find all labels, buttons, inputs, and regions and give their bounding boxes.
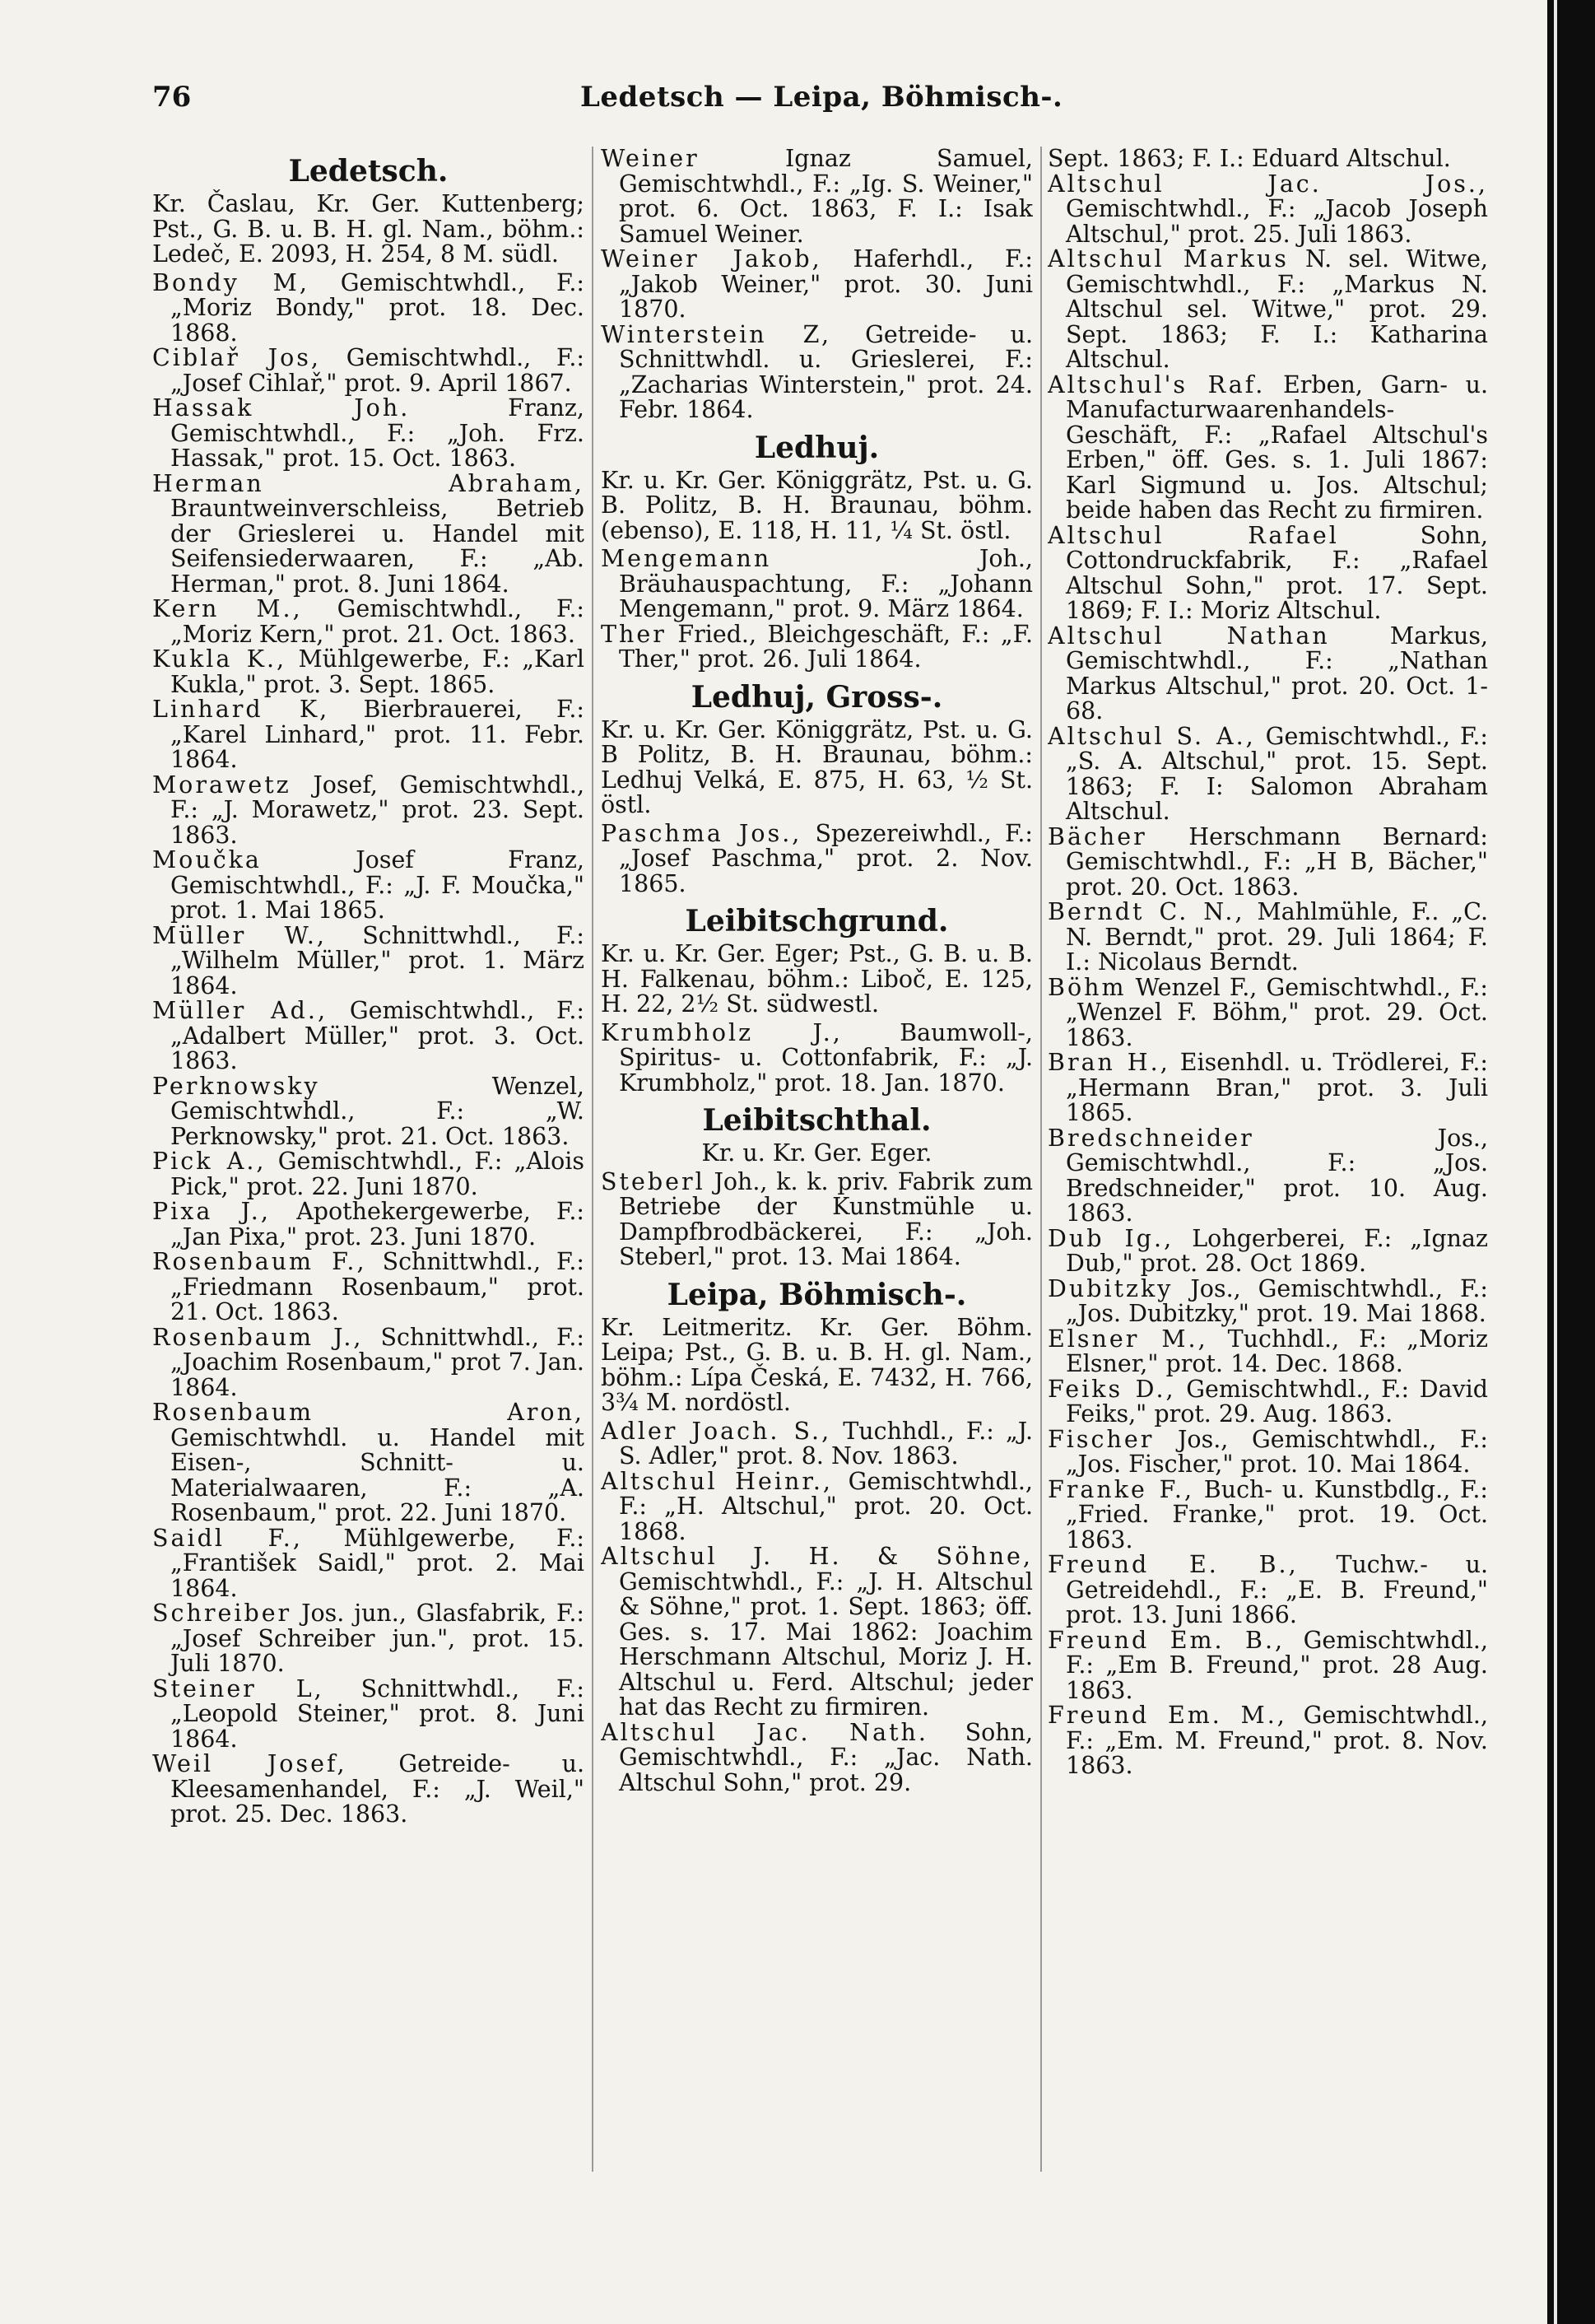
directory-entry: [601, 1544, 1033, 1721]
entry-details: Tuchhdl., F.: „J. S. Adler," prot. 8. Nov. 1863.: [619, 1417, 1033, 1469]
entry-details: Jos., Gemischtwhdl., F.: „Jos. Fischer," prot. 10. Mai 1864.: [1066, 1425, 1488, 1478]
directory-entry: [1048, 624, 1488, 724]
directory-entry: [1048, 370, 1488, 524]
directory-entry: [152, 1325, 584, 1401]
directory-entry: [152, 469, 584, 598]
entry-details: Schnittwhdl., F.: „Wilhelm Müller," prot. 1. März 1864.: [170, 921, 584, 999]
entry-details: Gemischtwhdl., F.: „Alois Pick," prot. 22. Juni 1870.: [170, 1148, 584, 1200]
entry-name: Kern M.,: [152, 595, 303, 622]
directory-entry: [1048, 1628, 1488, 1704]
place-info: Kr. u. Kr. Ger. Eger.: [701, 1139, 932, 1167]
entry-name: Altschul Heinr.,: [601, 1467, 833, 1495]
column-3: [1048, 147, 1488, 2192]
column-divider: [1040, 147, 1042, 2172]
directory-entry: [152, 1074, 584, 1150]
directory-entry: [601, 622, 1033, 673]
directory-entry: [152, 999, 584, 1074]
directory-entry: [601, 1469, 1033, 1545]
entry-details: Buch- u. Kunstbdlg., F.: „Fried. Franke," prot. 19. Oct. 1863.: [1066, 1475, 1488, 1553]
entry-details: Gemischtwhdl., F.: „Moriz Bondy," prot. 18. Dec. 1868.: [170, 268, 584, 347]
entry-name: Fischer: [1048, 1425, 1155, 1453]
scan-border: [1547, 0, 1595, 2324]
directory-entry: [1048, 1050, 1488, 1126]
directory-entry: [152, 921, 584, 999]
entry-name: Freund Em. M.,: [1048, 1702, 1287, 1729]
directory-entry: [1048, 900, 1488, 976]
page-header: [152, 81, 1518, 122]
directory-entry: [152, 1674, 584, 1753]
directory-entry: [601, 247, 1033, 323]
entry-details: Gemischtwhdl., F.: „Josef Cihlař," prot. 9. April 1867.: [170, 344, 584, 397]
directory-entry: [1048, 1427, 1488, 1478]
directory-entry: [152, 396, 584, 472]
entry-details: Gemischtwhdl., F.: „Jacob Joseph Altschul," prot. 25. Juli 1863.: [1066, 195, 1488, 248]
entry-details: Lohgerberei, F.: „Ignaz Dub," prot. 28. Oct 1869.: [1066, 1224, 1488, 1277]
entry-details: Josef Franz, Gemischtwhdl., F.: „J. F. Moučka," prot. 1. Mai 1865.: [170, 846, 584, 924]
directory-entry: [1048, 172, 1488, 248]
place-info: Kr. Časlau, Kr. Ger. Kuttenberg; Pst., G. B. u. B. H. gl. Nam., böhm.: Ledeč, E. 2093, H. 254, 8 M. südl.: [152, 190, 584, 268]
entry-details: Wenzel F., Gemischtwhdl., F.: „Wenzel F. Böhm," prot. 29. Oct. 1863.: [1066, 973, 1488, 1051]
place-info: Kr. u. Kr. Ger. Königgrätz, Pst. u. G. B Politz, B. H. Braunau, böhm.: Ledhuj Velká, E. 875, H. 63, ½ St. östl.: [601, 715, 1033, 818]
column-2: [601, 147, 1033, 2192]
entry-details: Tuchhdl., F.: „Moriz Elsner," prot. 14. Dec. 1868.: [1066, 1325, 1488, 1377]
place-heading: Leibitschthal.: [702, 1103, 932, 1138]
directory-entry: [1048, 973, 1488, 1051]
directory-entry: [601, 1718, 1033, 1796]
page-number: 76: [152, 81, 192, 114]
entry-name: Adler Joach. S.,: [601, 1417, 832, 1445]
entry-details: Jos., Gemischtwhdl., F.: „Jos. Bredschneider," prot. 10. Aug. 1863.: [1066, 1124, 1488, 1227]
entry-name: Rosenbaum J.,: [152, 1323, 364, 1351]
entry-details: Spezereiwhdl., F.: „Josef Paschma," prot. 2. Nov. 1865.: [619, 819, 1033, 897]
entry-details: Baumwoll-, Spiritus- u. Cottonfabrik, F.: „J. Krumbholz," prot. 18. Jan. 1870.: [619, 1018, 1033, 1097]
directory-entry: [152, 597, 584, 647]
directory-entry: [1048, 247, 1488, 373]
entry-name: Dub Ig.,: [1048, 1224, 1174, 1252]
entry-details: Wenzel, Gemischtwhdl., F.: „W. Perknowsky," prot. 21. Oct. 1863.: [170, 1072, 584, 1150]
entry-name: Pixa J.,: [152, 1198, 271, 1225]
entry-name: Altschul Jac. Nath.: [601, 1718, 928, 1746]
directory-entry: [601, 1018, 1033, 1097]
entry-details: Haferhdl., F.: „Jakob Weiner," prot. 30. Juni 1870.: [619, 245, 1033, 323]
directory-entry: [1048, 724, 1488, 825]
entry-name: Altschul Rafael: [1048, 521, 1339, 549]
entry-name: Altschul Nathan: [1048, 622, 1330, 650]
entry-details: Getreide- u. Kleesamenhandel, F.: „J. Weil," prot. 25. Dec. 1863.: [170, 1750, 584, 1828]
directory-entry: [1048, 521, 1488, 624]
directory-entry: [601, 1167, 1033, 1270]
place-info: Kr. Leitmeritz. Kr. Ger. Böhm. Leipa; Pst., G. B. u. B. H. gl. Nam., böhm.: Lípa Česká, E. 7432, H. 766, 3¾ M. nordöstl.: [601, 1313, 1033, 1416]
entry-name: Dubitzky: [1048, 1274, 1174, 1302]
entry-details: Herschmann Bernard: Gemischtwhdl., F.: „H B, Bächer," prot. 20. Oct. 1863.: [1066, 822, 1488, 901]
entry-details: Franz, Gemischtwhdl., F.: „Joh. Frz. Hassak," prot. 15. Oct. 1863.: [170, 394, 584, 472]
entry-name: Berndt C. N.,: [1048, 898, 1245, 925]
entry-name: Franke F.,: [1048, 1475, 1195, 1503]
entry-continuation: Sept. 1863; F. I.: Eduard Altschul.: [1048, 147, 1451, 172]
entry-name: Altschul J. H. & Söhne,: [601, 1543, 1033, 1570]
entry-name: Moučka: [152, 846, 262, 873]
entry-name: Paschma Jos.,: [601, 819, 802, 847]
entry-name: Perknowsky: [152, 1072, 320, 1100]
entry-name: Winterstein Z,: [601, 320, 832, 348]
entry-name: Schreiber: [152, 1600, 292, 1627]
directory-entry: [1048, 1703, 1488, 1779]
entry-details: Jos. jun., Glasfabrik, F.: „Josef Schreiber jun.", prot. 15. Juli 1870.: [170, 1600, 584, 1677]
running-title: Ledetsch — Leipa, Böhmisch-.: [580, 81, 1063, 114]
entry-details: Schnittwhdl., F.: „Leopold Steiner," prot. 8. Juni 1864.: [170, 1674, 584, 1753]
directory-entry: [152, 647, 584, 697]
entry-name: Mengemann: [601, 545, 772, 572]
entry-details: Mühlgewerbe, F.: „František Saidl," prot. 2. Mai 1864.: [170, 1524, 584, 1602]
entry-name: Elsner M.,: [1048, 1325, 1208, 1353]
entry-details: Sohn, Cottondruckfabrik, F.: „Rafael Altschul Sohn," prot. 17. Sept. 1869; F. I.: Moriz Altschul.: [1066, 521, 1488, 624]
directory-entry: [152, 1199, 584, 1250]
place-info: Kr. u. Kr. Ger. Königgrätz, Pst. u. G. B. Politz, B. H. Braunau, böhm. (ebenso), E. 118, H. 11, ¼ St. östl.: [601, 466, 1033, 544]
entry-details: Gemischtwhdl., F.: „Em. M. Freund," prot. 8. Nov. 1863.: [1066, 1702, 1488, 1779]
entry-details: Tuchw.- u. Getreidehdl., F.: „E. B. Freund," prot. 13. Juni 1866.: [1066, 1551, 1488, 1628]
entry-name: Bredschneider: [1048, 1124, 1254, 1152]
entry-name: Böhm: [1048, 973, 1127, 1001]
entry-name: Herman Abraham,: [152, 469, 584, 497]
directory-entry: [601, 147, 1033, 247]
entry-details: Apothekergewerbe, F.: „Jan Pixa," prot. 23. Juni 1870.: [170, 1198, 584, 1250]
entry-name: Bran H.,: [1048, 1049, 1170, 1076]
directory-entry: [601, 819, 1033, 897]
entry-details: Getreide- u. Schnittwhdl. u. Grieslerei, F.: „Zacharias Winterstein," prot. 24. Febr. 1864.: [619, 320, 1033, 423]
directory-entry: [1048, 1377, 1488, 1427]
place-heading: Leibitschgrund.: [685, 904, 949, 938]
place-heading: Ledetsch.: [288, 154, 449, 189]
entry-details: Gemischtwhdl., F.: „H. Altschul," prot. 20. Oct. 1868.: [619, 1467, 1033, 1545]
entry-name: Feiks D.,: [1048, 1375, 1176, 1403]
entry-details: Schnittwhdl., F.: „Friedmann Rosenbaum," prot. 21. Oct. 1863.: [170, 1248, 584, 1325]
entry-details: Gemischtwhdl., F.: „Em B. Freund," prot. 28 Aug. 1863.: [1066, 1626, 1488, 1704]
entry-name: Pick A.,: [152, 1148, 267, 1175]
place-heading: Ledhuj, Gross-.: [691, 679, 943, 715]
entry-details: Josef, Gemischtwhdl., F.: „J. Morawetz," prot. 23. Sept. 1863.: [170, 771, 584, 849]
entry-name: Müller W.,: [152, 921, 327, 949]
entry-details: Mahlmühle, F.. „C. N. Berndt," prot. 29. Juli 1864; F. I.: Nicolaus Berndt.: [1066, 898, 1488, 976]
entry-name: Ther: [601, 620, 667, 648]
entry-details: Schnittwhdl., F.: „Joachim Rosenbaum," prot 7. Jan. 1864.: [170, 1323, 584, 1401]
directory-entry: [601, 547, 1033, 622]
directory-entry: [152, 773, 584, 849]
entry-name: Ciblař Jos,: [152, 344, 321, 371]
entry-name: Linhard K,: [152, 696, 330, 723]
entry-name: Altschul S. A.,: [1048, 722, 1256, 750]
directory-entry: [152, 848, 584, 924]
entry-name: Krumbholz J.,: [601, 1018, 843, 1046]
entry-name: Freund E. B.,: [1048, 1551, 1299, 1578]
entry-details: Bierbrauerei, F.: „Karel Linhard," prot. 11. Febr. 1864.: [170, 696, 584, 773]
entry-name: Hassak Joh.: [152, 394, 411, 421]
entry-details: Gemischtwhdl., F.: „Moriz Kern," prot. 21. Oct. 1863.: [170, 595, 584, 648]
entry-details: Ignaz Samuel, Gemischtwhdl., F.: „Ig. S. Weiner," prot. 6. Oct. 1863, F. I.: Isak Samuel Weiner.: [619, 147, 1033, 248]
entry-name: Rosenbaum Aron,: [152, 1399, 584, 1426]
entry-name: Freund Em. B.,: [1048, 1626, 1286, 1654]
entry-name: Weil Josef,: [152, 1750, 347, 1777]
directory-entry: [1048, 1224, 1488, 1277]
entry-name: Steberl: [601, 1167, 705, 1195]
entry-name: Altschul's Raf.: [1048, 370, 1266, 398]
entry-details: Joh., k. k. priv. Fabrik zum Betriebe der Kunstmühle u. Dampfbrodbäckerei, F.: „Joh. Steberl," prot. 13. Mai 1864.: [619, 1167, 1033, 1270]
directory-entry: [152, 346, 584, 396]
entry-details: N. sel. Witwe, Gemischtwhdl., F.: „Markus N. Altschul sel. Witwe," prot. 29. Sept. 1863; F. I.: Katharina Altschul.: [1066, 245, 1488, 373]
entry-details: Erben, Garn- u. Manufacturwaarenhandels-Geschäft, F.: „Rafael Altschul's Erben," öff. Ges. s. 1. Juli 1867: Karl Sigmund u. Jos. Altschul; beide haben das Recht zu firmiren.: [1066, 370, 1488, 524]
entry-name: Saidl F.,: [152, 1524, 303, 1552]
directory-entry: [152, 268, 584, 347]
directory-entry: [1048, 1327, 1488, 1377]
entry-name: Weiner Jakob,: [601, 245, 822, 272]
directory-entry: [1048, 1553, 1488, 1628]
entry-details: Gemischtwhdl., F.: „Adalbert Müller," prot. 3. Oct. 1863.: [170, 997, 584, 1074]
entry-name: Rosenbaum F.,: [152, 1248, 367, 1275]
entry-details: Markus, Gemischtwhdl., F.: „Nathan Markus Altschul," prot. 20. Oct. 1-68.: [1066, 622, 1488, 724]
entry-details: Jos., Gemischtwhdl., F.: „Jos. Dubitzky," prot. 19. Mai 1868.: [1066, 1274, 1488, 1327]
entry-details: Gemischtwhdl., F.: „S. A. Altschul," prot. 15. Sept. 1863; F. I: Salomon Abraham Altschul.: [1066, 722, 1488, 825]
directory-entry: [152, 1601, 584, 1677]
place-heading: Leipa, Böhmisch-.: [667, 1277, 967, 1312]
entry-name: Müller Ad.,: [152, 997, 328, 1024]
directory-entry: [601, 320, 1033, 423]
entry-name: Weiner: [601, 147, 700, 172]
entry-details: Fried., Bleichgeschäft, F.: „F. Ther," prot. 26. Juli 1864.: [619, 620, 1033, 673]
entry-details: Sohn, Gemischtwhdl., F.: „Jac. Nath. Altschul Sohn," prot. 29.: [619, 1718, 1033, 1796]
entry-details: Gemischtwhdl., F.: David Feiks," prot. 29. Aug. 1863.: [1066, 1375, 1488, 1427]
column-1: [152, 147, 584, 2192]
place-heading: Ledhuj.: [754, 430, 880, 465]
directory-entry: [601, 1419, 1033, 1469]
entry-details: Mühlgewerbe, F.: „Karl Kukla," prot. 3. Sept. 1865.: [170, 645, 584, 698]
directory-entry: [152, 697, 584, 773]
directory-entry: [152, 1400, 584, 1526]
entry-name: Morawetz: [152, 771, 291, 799]
entry-name: Bächer: [1048, 822, 1147, 850]
column-divider: [592, 147, 593, 2172]
entry-name: Altschul Jac. Jos.,: [1048, 170, 1488, 198]
directory-entry: [1048, 822, 1488, 901]
entry-details: Brauntweinverschleiss, Betrieb der Grieslerei u. Handel mit Seifensiederwaaren, F.: „Ab. Herman," prot. 8. Juni 1864.: [170, 495, 584, 598]
directory-entry: [1048, 1274, 1488, 1327]
place-info: Kr. u. Kr. Ger. Eger; Pst., G. B. u. B. H. Falkenau, böhm.: Liboč, E. 125, H. 22, 2½ St. südwestl.: [601, 940, 1033, 1018]
directory-entry: [1048, 1475, 1488, 1553]
directory-entry: [152, 1752, 584, 1828]
directory-entry: [1048, 1126, 1488, 1227]
directory-entry: [152, 1526, 584, 1602]
entry-details: Gemischtwhdl., F.: „J. H. Altschul & Söhne," prot. 1. Sept. 1863; öff. Ges. s. 17. Mai 1862: Joachim Herschmann Altschul, Moriz J. H. Altschul u. Ferd. Altschul; jeder hat das Recht zu firmiren.: [619, 1567, 1033, 1721]
entry-name: Kukla K.,: [152, 645, 287, 673]
entry-name: Steiner L,: [152, 1674, 324, 1702]
directory-entry: [152, 1250, 584, 1325]
entry-name: Bondy M,: [152, 268, 309, 296]
entry-details: Joh., Bräuhauspachtung, F.: „Johann Mengemann," prot. 9. März 1864.: [619, 545, 1033, 622]
entry-details: Eisenhdl. u. Trödlerei, F.: „Hermann Bran," prot. 3. Juli 1865.: [1066, 1049, 1488, 1126]
directory-entry: [152, 1149, 584, 1199]
entry-details: Gemischtwhdl. u. Handel mit Eisen-, Schnitt- u. Materialwaaren, F.: „A. Rosenbaum," prot. 22. Juni 1870.: [170, 1423, 584, 1526]
entry-name: Altschul Markus: [1048, 245, 1289, 272]
